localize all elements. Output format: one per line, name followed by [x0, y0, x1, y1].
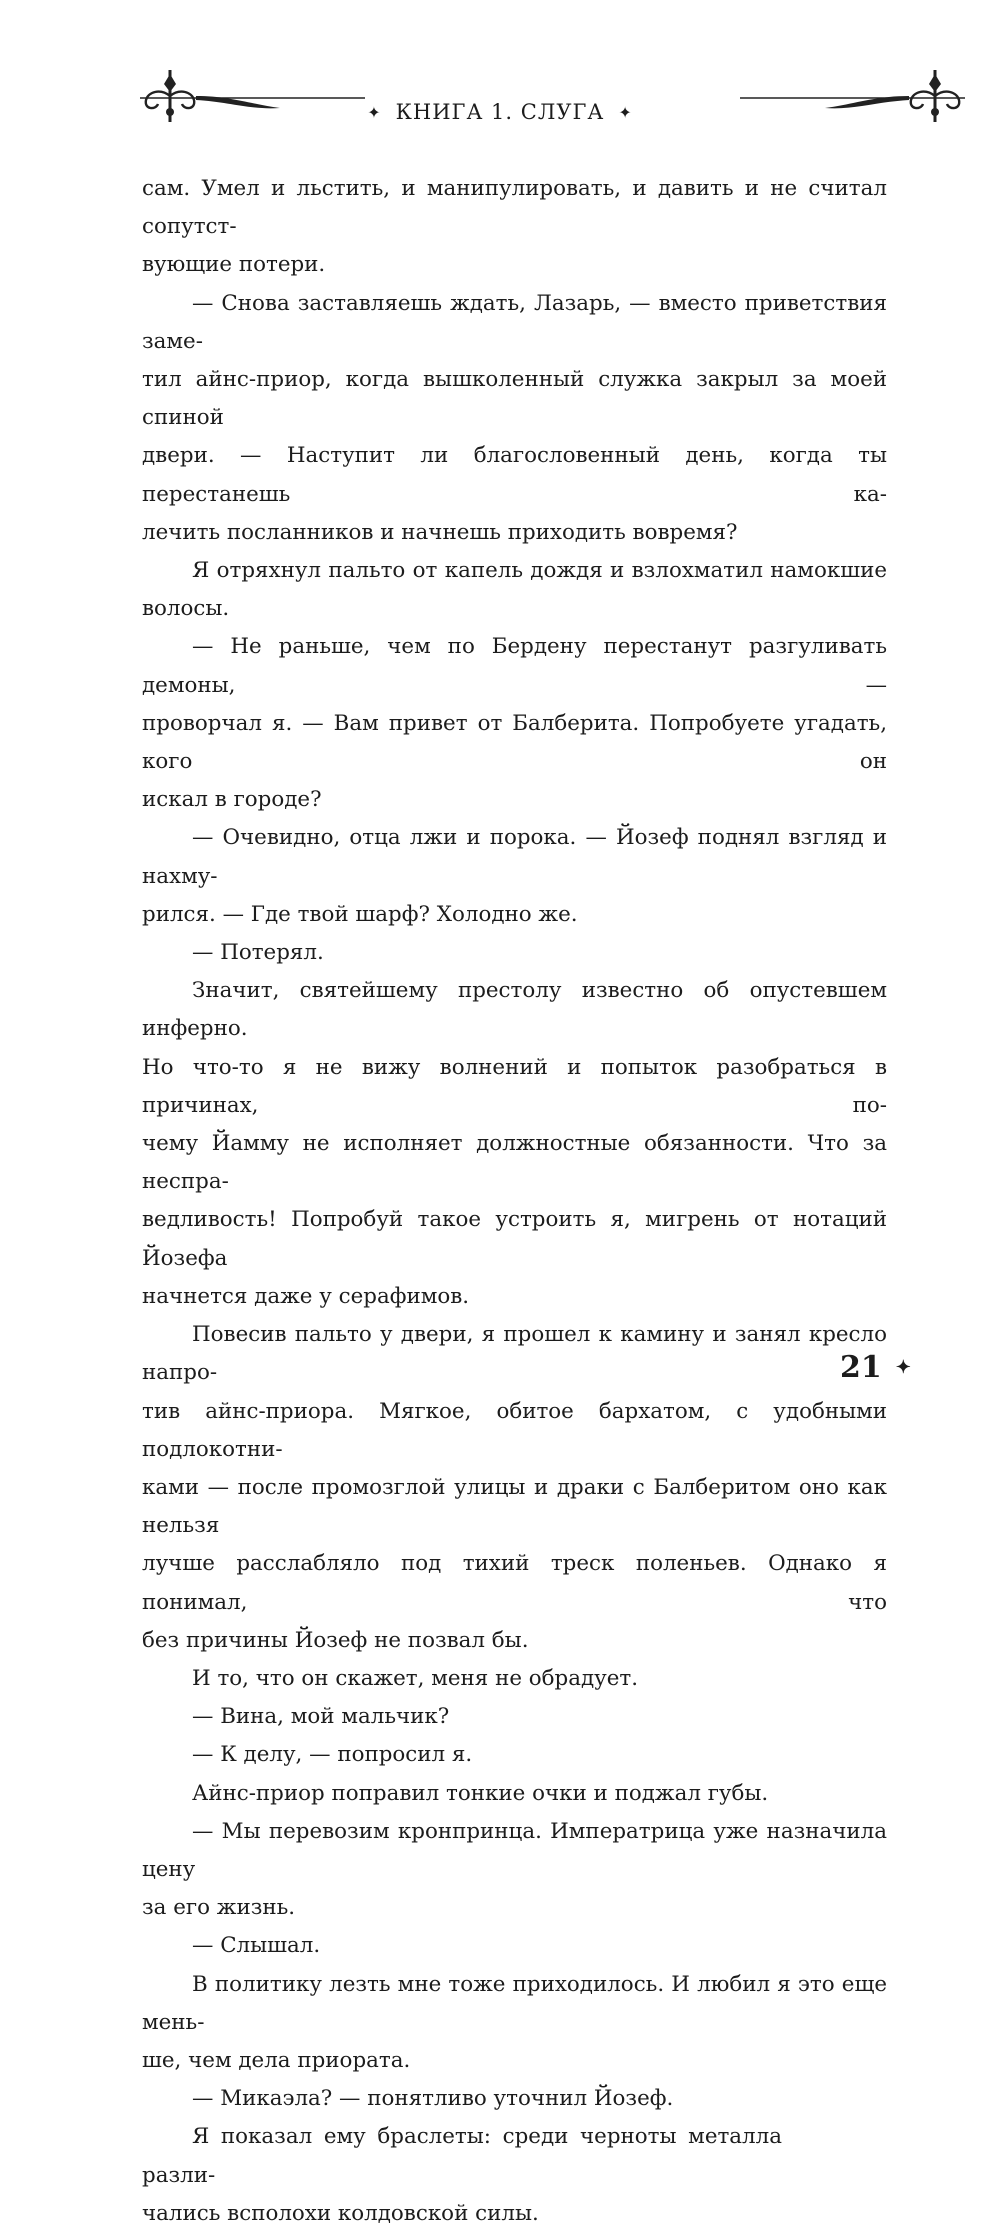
- text-line: тил айнс-приор, когда вышколенный служка закрыл за моей спиной: [142, 367, 887, 431]
- running-header: [0, 62, 1000, 162]
- text-line: — К делу, — попросил я.: [192, 1742, 473, 1768]
- text-line: вующие потери.: [142, 252, 326, 278]
- text-line: — Микаэла? — понятливо уточнил Йозеф.: [192, 2086, 674, 2112]
- ornament-right-icon: [740, 66, 965, 126]
- text-line: Айнс-приор поправил тонкие очки и поджал губы.: [192, 1780, 769, 1806]
- text-line: ками — после промозглой улицы и драки с Балберитом оно как нельзя: [142, 1474, 887, 1539]
- text-line: за его жизнь.: [142, 1895, 296, 1921]
- text-line: лечить посланников и начнешь приходить вовремя?: [142, 519, 738, 545]
- text-line: — Снова заставляешь ждать, Лазарь, — вместо приветствия заме-: [142, 290, 887, 354]
- text-line: Я показал ему браслеты: среди черноты металла разли-: [142, 2124, 782, 2188]
- text-line: В политику лезть мне тоже приходилось. И любил я это еще мень-: [142, 1971, 887, 2035]
- body-text: [142, 170, 887, 2233]
- text-line: без причины Йозеф не позвал бы.: [142, 1627, 529, 1653]
- text-line: рился. — Где твой шарф? Холодно же.: [142, 901, 578, 927]
- text-line: Я отряхнул пальто от капель дождя и взлохматил намокшие волосы.: [142, 558, 887, 622]
- ornament-left-icon: [140, 66, 365, 126]
- page-number-value: 21: [840, 1350, 882, 1385]
- text-line: лучше расслабляло под тихий треск поленьев. Однако я понимал, что: [142, 1551, 887, 1615]
- running-title-text: КНИГА 1. СЛУГА: [395, 100, 605, 124]
- star-right-icon: ✦: [618, 102, 633, 122]
- text-line: чему Йамму не исполняет должностные обязанности. Что за неспра-: [142, 1131, 887, 1195]
- text-line: — Потерял.: [192, 940, 324, 966]
- text-line: тив айнс-приора. Мягкое, обитое бархатом, с удобными подлокотни-: [142, 1398, 887, 1462]
- text-line: сам. Умел и льстить, и манипулировать, и давить и не считал сопутст-: [142, 176, 887, 240]
- text-line: — Мы перевозим кронпринца. Императрица уже назначила цену: [142, 1818, 887, 1882]
- star-left-icon: ✦: [367, 102, 382, 122]
- page-number-star-icon: ✦: [895, 1357, 911, 1378]
- text-line: Повесив пальто у двери, я прошел к камину и занял кресло напро-: [142, 1322, 887, 1386]
- text-line: ше, чем дела приората.: [142, 2047, 411, 2073]
- text-line: Но что-то я не вижу волнений и попыток разобраться в причинах, по-: [142, 1054, 887, 1118]
- text-line: ведливость! Попробуй такое устроить я, мигрень от нотаций Йозефа: [142, 1207, 887, 1271]
- text-line: И то, что он скажет, меня не обрадует.: [192, 1665, 639, 1691]
- text-line: Значит, святейшему престолу известно об опустевшем инферно.: [142, 978, 887, 1042]
- text-line: чались всполохи колдовской силы.: [142, 2200, 539, 2226]
- text-line: искал в городе?: [142, 787, 322, 813]
- text-line: — Вина, мой мальчик?: [192, 1704, 450, 1730]
- text-line: — Слышал.: [192, 1933, 321, 1959]
- text-line: проворчал я. — Вам привет от Балберита. Попробуете угадать, кого он: [142, 710, 887, 775]
- text-line: — Не раньше, чем по Бердену перестанут разгуливать демоны, —: [142, 634, 887, 698]
- text-line: — Очевидно, отца лжи и порока. — Йозеф поднял взгляд и нахму-: [142, 825, 887, 889]
- running-title: [365, 100, 635, 124]
- page-number: [840, 1350, 911, 1385]
- text-line: начнется даже у серафимов.: [142, 1283, 470, 1309]
- text-line: двери. — Наступит ли благословенный день, когда ты перестанешь ка-: [142, 443, 887, 507]
